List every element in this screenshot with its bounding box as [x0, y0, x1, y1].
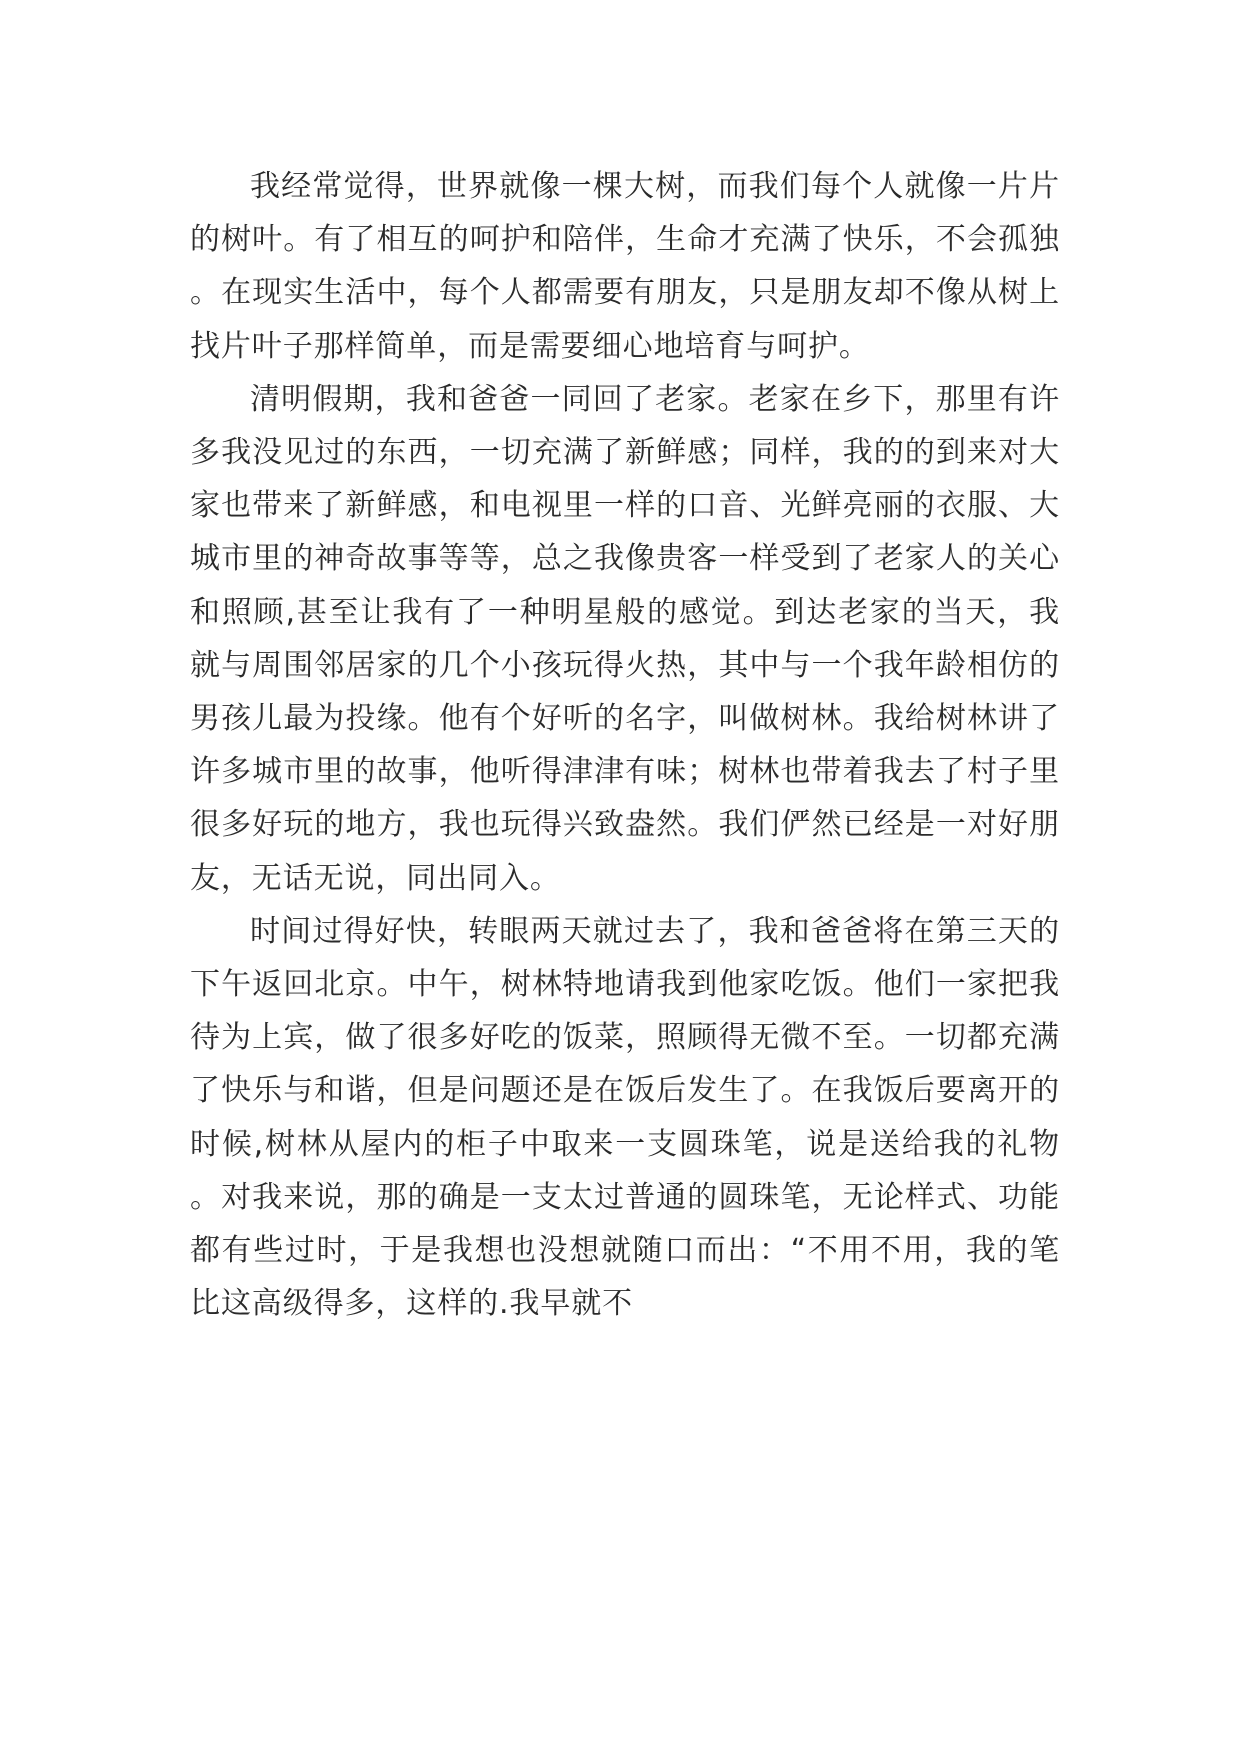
document-body	[190, 160, 1060, 1330]
paragraph: 我经常觉得，世界就像一棵大树，而我们每个人就像一片片的树叶。有了相互的呵护和陪伴，生命才充满了快乐，不会孤独。在现实生活中，每个人都需要有朋友，只是朋友却不像从树上找片叶子那样简单，而是需要细心地培育与呵护。	[190, 169, 1060, 364]
paragraph: 清明假期，我和爸爸一同回了老家。老家在乡下，那里有许多我没见过的东西，一切充满了新鲜感；同样，我的的到来对大家也带来了新鲜感，和电视里一样的口音、光鲜亮丽的衣服、大城市里的神奇故事等等，总之我像贵客一样受到了老家人的关心和照顾,甚至让我有了一种明星般的感觉。到达老家的当天，我就与周围邻居家的几个小孩玩得火热，其中与一个我年龄相仿的男孩儿最为投缘。他有个好听的名字，叫做树林。我给树林讲了许多城市里的故事，他听得津津有味；树林也带着我去了村子里很多好玩的地方，我也玩得兴致盎然。我们俨然已经是一对好朋友，无话无说，同出同入。	[190, 381, 1060, 896]
paragraph: 时间过得好快，转眼两天就过去了，我和爸爸将在第三天的下午返回北京。中午，树林特地请我到他家吃饭。他们一家把我待为上宾，做了很多好吃的饭菜，照顾得无微不至。一切都充满了快乐与和谐，但是问题还是在饭后发生了。在我饭后要离开的时候,树林从屋内的柜子中取来一支圆珠笔，说是送给我的礼物。对我来说，那的确是一支太过普通的圆珠笔，无论样式、功能都有些过时，于是我想也没想就随口而出：“不用不用，我的笔比这高级得多，这样的.我早就不	[190, 913, 1060, 1322]
